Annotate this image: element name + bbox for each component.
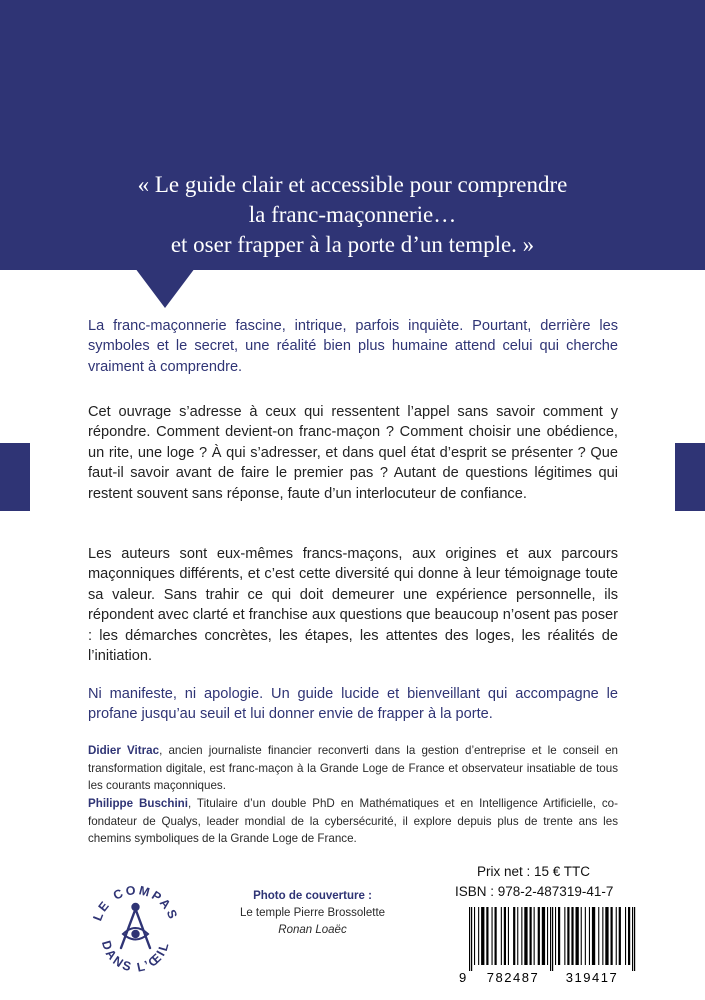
barcode-guard-bar bbox=[471, 907, 472, 971]
barcode-bar bbox=[592, 907, 595, 965]
barcode-bar bbox=[571, 907, 573, 965]
barcode-guard-bar bbox=[469, 907, 470, 971]
compass-eye-icon bbox=[121, 904, 150, 948]
closing-paragraph: Ni manifeste, ni apologie. Un guide lucide et bienveillant qui accompagne le profane jusqu’au seuil et lui donner envie de frapper à la porte. bbox=[88, 686, 618, 723]
barcode-guard-bar bbox=[634, 907, 635, 971]
barcode-bar bbox=[547, 907, 548, 965]
barcode-bar bbox=[534, 907, 535, 965]
price-label: Prix net : 15 € TTC bbox=[477, 864, 591, 879]
quote-line-1: « Le guide clair et accessible pour comprendre bbox=[137, 172, 568, 197]
publisher-logo bbox=[88, 878, 183, 983]
barcode-bar bbox=[581, 907, 582, 965]
author-bio-text-buschini: , Titulaire d’un double PhD en Mathématiques et en Intelligence Artificielle, co-fondateur de Qualys, leader mondial de la cybersécurité, il explore depuis plus de trente ans les chemins symboliques de la Grande Loge de France. bbox=[88, 797, 618, 845]
barcode-digits-left: 782487 bbox=[486, 970, 540, 985]
isbn-barcode bbox=[455, 905, 645, 985]
barcode-digits-right: 319417 bbox=[565, 970, 619, 985]
author-name-vitrac: Didier Vitrac bbox=[88, 744, 160, 757]
barcode-bar bbox=[576, 907, 579, 965]
authors-paragraph: Les auteurs sont eux-mêmes francs-maçons, aux origines et aux parcours maçonniques différents, et c’est cette diversité qui donne à leur témoignage toute sa valeur. Sans trahir ce qui doit demeurer une expérience personnelle, ils répondent avec clarté et franchise aux questions que beaucoup n’osent pas poser : les démarches concrètes, les étapes, les attentes des loges, les réalités de l’initiation. bbox=[88, 546, 618, 665]
barcode-bar bbox=[625, 907, 626, 965]
barcode-bar bbox=[555, 907, 556, 965]
tagline-quote bbox=[60, 170, 645, 260]
barcode-bar bbox=[495, 907, 497, 965]
questions-paragraph: Cet ouvrage s’adresse à ceux qui ressentent l’appel sans savoir comment y répondre. Comment devient-on franc-maçon ? Comment choisir une obédience, un rite, une loge ? À qui s’adresser, et dans quel état d’esprit se présenter ? Que faut-il savoir avant de faire le premier pas ? Autant de questions légitimes qui restent souvent sans réponse, faute d’un interlocuteur de confiance. bbox=[88, 404, 618, 502]
barcode-bar bbox=[589, 907, 590, 965]
isbn-label: ISBN : 978-2-487319-41-7 bbox=[455, 884, 614, 899]
logo-text-top: LE COMPAS bbox=[90, 883, 181, 923]
barcode-guard-bar bbox=[632, 907, 633, 971]
quote-line-3: et oser frapper à la porte d’un temple. » bbox=[170, 232, 535, 257]
barcode-bar bbox=[628, 907, 630, 965]
barcode-bar bbox=[598, 907, 599, 965]
photo-credit-subject: Le temple Pierre Brossolette bbox=[239, 907, 386, 919]
barcode-bar bbox=[474, 907, 475, 965]
barcode-guard-bar bbox=[552, 907, 553, 971]
price-block bbox=[455, 862, 613, 902]
author-bio-buschini bbox=[88, 795, 618, 848]
barcode-bar bbox=[611, 907, 613, 965]
barcode-bar bbox=[478, 907, 479, 965]
barcode-bar bbox=[524, 907, 527, 965]
barcode-bar bbox=[492, 907, 493, 965]
barcode-bar bbox=[619, 907, 621, 965]
barcode-bar bbox=[558, 907, 560, 965]
intro-paragraph: La franc-maçonnerie fascine, intrique, parfois inquiète. Pourtant, derrière les symboles et le secret, une réalité bien plus humaine attend celui qui cherche vraiment à comprendre. bbox=[88, 318, 618, 375]
barcode-bar bbox=[504, 907, 506, 965]
author-name-buschini: Philippe Buschini bbox=[88, 797, 188, 810]
svg-text:DANS L’ŒIL bbox=[99, 939, 172, 975]
barcode-bar bbox=[486, 907, 488, 965]
barcode-bar bbox=[538, 907, 540, 965]
cover-photo-credit bbox=[225, 888, 400, 939]
barcode-bar bbox=[530, 907, 532, 965]
author-bio-text-vitrac: , ancien journaliste financier reconverti dans la gestion d’entreprise et le conseil en transformation digitale, est franc-maçon à la Grande Loge de France et observateur insatiable de tous les courants maçonniques. bbox=[88, 744, 619, 792]
barcode-guard-bar bbox=[550, 907, 551, 971]
barcode-bar bbox=[508, 907, 509, 965]
barcode-bar bbox=[602, 907, 603, 965]
barcode-bar bbox=[616, 907, 617, 965]
quote-line-2: la franc-maçonnerie… bbox=[248, 202, 457, 227]
photo-credit-title: Photo de couverture : bbox=[253, 890, 372, 902]
band-pointer-notch bbox=[135, 268, 195, 312]
left-edge-tab bbox=[0, 443, 30, 511]
barcode-bar bbox=[585, 907, 586, 965]
barcode-bar bbox=[481, 907, 484, 965]
barcode-bar bbox=[542, 907, 545, 965]
barcode-bar bbox=[517, 907, 518, 965]
barcode-digit-first: 9 bbox=[459, 970, 467, 985]
author-bio-vitrac bbox=[88, 742, 618, 795]
logo-text-bottom: DANS L’ŒIL bbox=[98, 938, 173, 975]
barcode-bar bbox=[605, 907, 608, 965]
barcode-bar bbox=[567, 907, 569, 965]
barcode-bar bbox=[521, 907, 522, 965]
barcode-bar bbox=[564, 907, 565, 965]
barcode-bar bbox=[513, 907, 515, 965]
barcode-bar bbox=[501, 907, 502, 965]
right-edge-tab bbox=[675, 443, 705, 511]
photo-credit-photographer: Ronan Loaëc bbox=[278, 924, 347, 936]
